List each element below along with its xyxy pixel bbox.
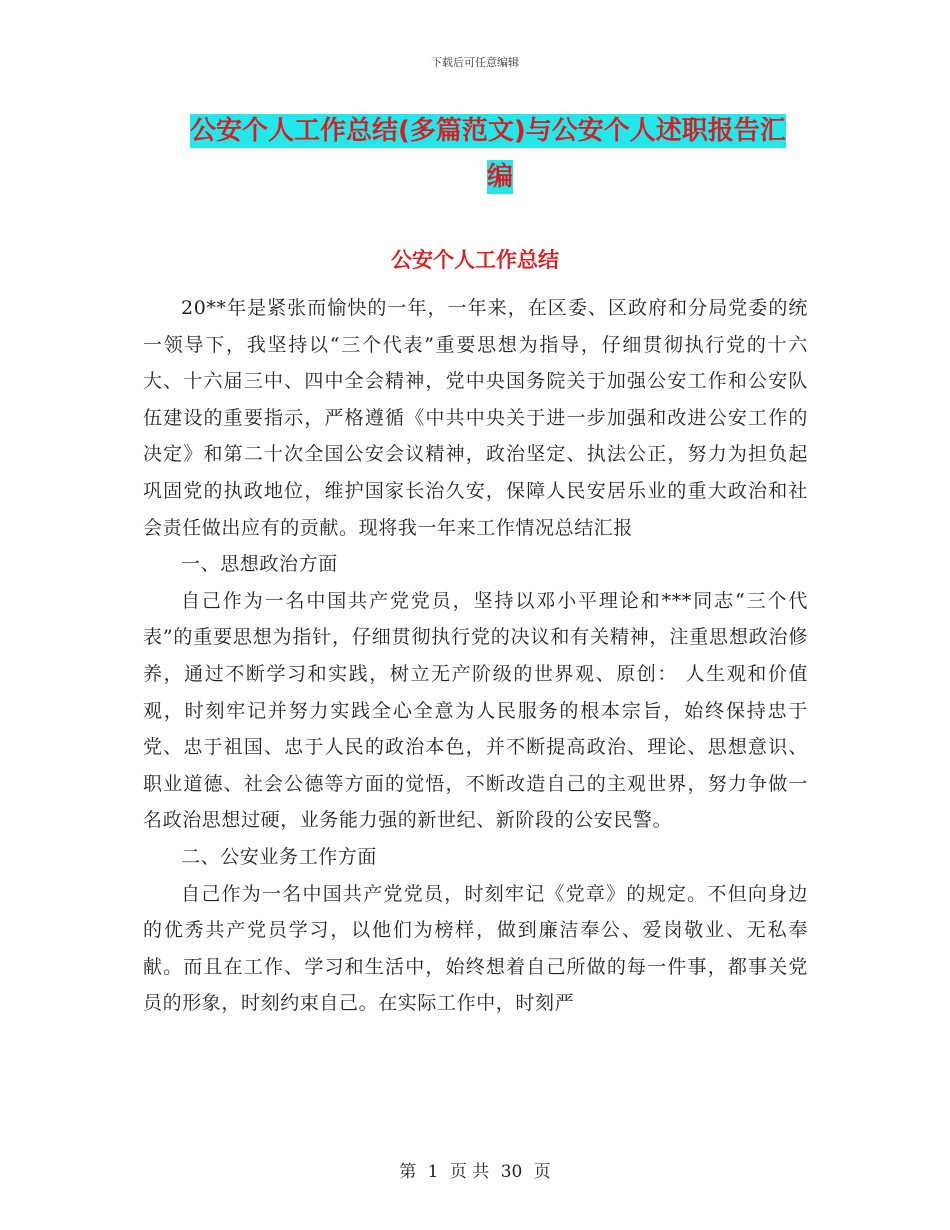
body-text: [143, 290, 808, 1022]
paragraph-political: 自己作为一名中国共产党党员，坚持以邓小平理论和***同志“三个代表”的重要思想为指针，仔细贯彻执行党的决议和有关精神，注重思想政治修养，通过不断学习和实践，树立无产阶级的世界观、原创： 人生观和价值观，时刻牢记并努力实践全心全意为人民服务的根本宗旨，始终保持忠于党、忠于祖国、忠于人民的政治本色，并不断提高政治、理论、思想意识、职业道德、社会公德等方面的觉悟，不断改造自己的主观世界，努力争做一名政治思想过硬，业务能力强的新世纪、新阶段的公安民警。: [143, 589, 808, 832]
footer-page-number: 1: [427, 1162, 439, 1182]
heading-business: 二、公安业务工作方面: [181, 845, 378, 868]
footer-middle: 页 共: [449, 1162, 490, 1182]
footer-total-pages: 30: [500, 1162, 523, 1182]
footer-prefix: 第: [399, 1162, 417, 1182]
paragraph-business: 自己作为一名中国共产党党员，时刻牢记《党章》的规定。不但向身边的优秀共产党员学习，以他们为榜样，做到廉洁奉公、爱岗敬业、无私奉献。而且在工作、学习和生活中，始终想着自己所做的每一件事，都事关党员的形象，时刻约束自己。在实际工作中，时刻严: [143, 882, 808, 1015]
paragraph-intro: 20**年是紧张而愉快的一年，一年来，在区委、区政府和分局党委的统一领导下，我坚持以“三个代表”重要思想为指导，仔细贯彻执行党的十六大、十六届三中、四中全会精神，党中央国务院关于加强公安工作和公安队伍建设的重要指示，严格遵循《中共中央关于进一步加强和改进公安工作的决定》和第二十次全国公安会议精神，政治坚定、执法公正，努力为担负起巩固党的执政地位，维护国家长治久安，保障人民安居乐业的重大政治和社会责任做出应有的贡献。现将我一年来工作情况总结汇报: [143, 297, 808, 539]
header-note: 下载后可任意编辑: [431, 56, 519, 69]
page-footer: [0, 1157, 950, 1182]
heading-political: 一、思想政治方面: [181, 553, 338, 576]
document-title-line2: 编: [486, 162, 513, 192]
section-title: 公安个人工作总结: [391, 248, 559, 272]
document-title-line1: 公安个人工作总结(多篇范文)与公安个人述职报告汇: [190, 116, 786, 146]
document-title: [190, 108, 810, 200]
footer-suffix: 页: [533, 1162, 551, 1182]
